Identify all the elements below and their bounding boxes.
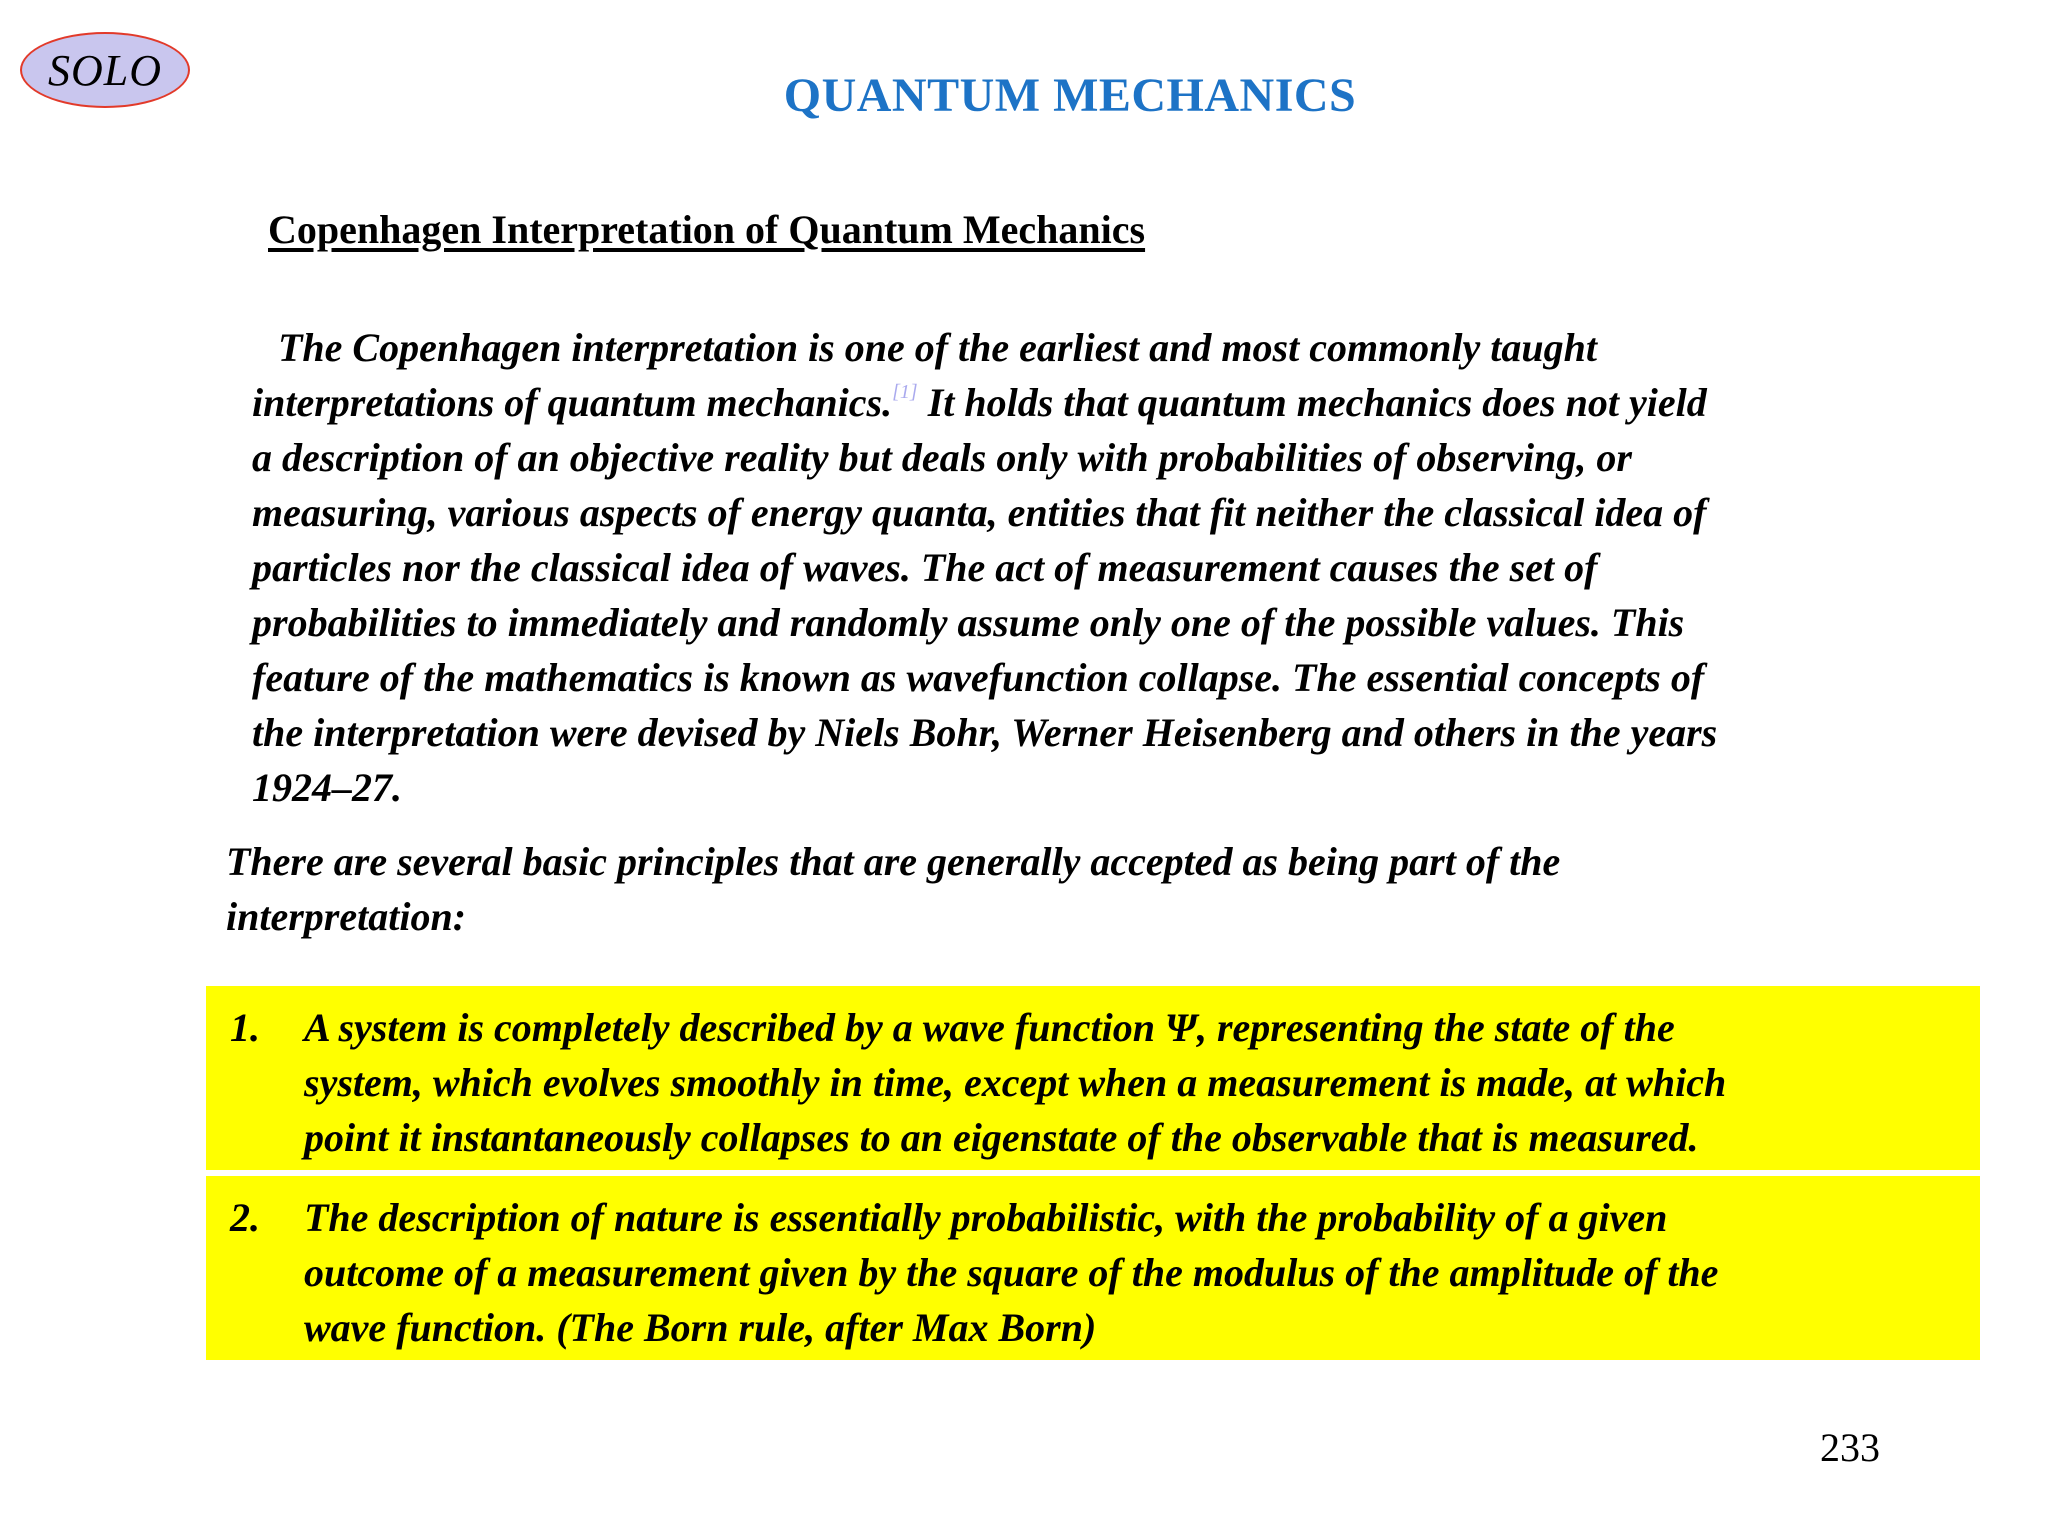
intro-line <box>252 375 1972 430</box>
page-title: QUANTUM MECHANICS <box>783 69 1357 122</box>
citation-link[interactable]: [1] <box>892 381 918 403</box>
intro-line-part: It holds that quantum mechanics does not yield <box>917 380 1707 425</box>
principle-item-1 <box>206 986 1980 1170</box>
page-number: 233 <box>1820 1425 1880 1470</box>
principle-line: wave function. (The Born rule, after Max Born) <box>304 1305 1097 1350</box>
principle-number: 2. <box>230 1195 260 1240</box>
principle-item-2 <box>206 1176 1980 1360</box>
intro-line: the interpretation were devised by Niels Bohr, Werner Heisenberg and others in the years <box>252 710 1718 755</box>
principle-line: The description of nature is essentially probabilistic, with the probability of a given <box>304 1195 1668 1240</box>
intro-line: measuring, various aspects of energy quanta, entities that fit neither the classical idea of <box>252 490 1707 535</box>
intro-line: feature of the mathematics is known as wavefunction collapse. The essential concepts of <box>252 655 1705 700</box>
principle-line: system, which evolves smoothly in time, except when a measurement is made, at which <box>304 1060 1727 1105</box>
principles-lead-line: There are several basic principles that are generally accepted as being part of the <box>226 839 1561 884</box>
principle-line: outcome of a measurement given by the square of the modulus of the amplitude of the <box>304 1250 1719 1295</box>
intro-line: particles nor the classical idea of waves. The act of measurement causes the set of <box>252 545 1598 590</box>
intro-line: a description of an objective reality but deals only with probabilities of observing, or <box>252 435 1632 480</box>
principle-line: point it instantaneously collapses to an eigenstate of the observable that is measured. <box>304 1115 1699 1160</box>
principles-lead <box>226 834 1966 944</box>
intro-line: 1924–27. <box>252 765 402 810</box>
principles-lead-line: interpretation: <box>226 894 467 939</box>
principle-number: 1. <box>230 1005 260 1050</box>
principle-line: A system is completely described by a wave function Ψ, representing the state of the <box>304 1005 1675 1050</box>
intro-line: The Copenhagen interpretation is one of the earliest and most commonly taught <box>278 325 1598 370</box>
solo-badge-label: SOLO <box>47 45 163 95</box>
section-heading: Copenhagen Interpretation of Quantum Mechanics <box>268 207 1146 252</box>
intro-line: probabilities to immediately and randomly assume only one of the possible values. This <box>252 600 1685 645</box>
principle-text <box>304 1000 1974 1165</box>
intro-paragraph <box>252 320 1972 815</box>
principle-text <box>304 1190 1974 1355</box>
intro-line-part: interpretations of quantum mechanics. <box>252 380 893 425</box>
